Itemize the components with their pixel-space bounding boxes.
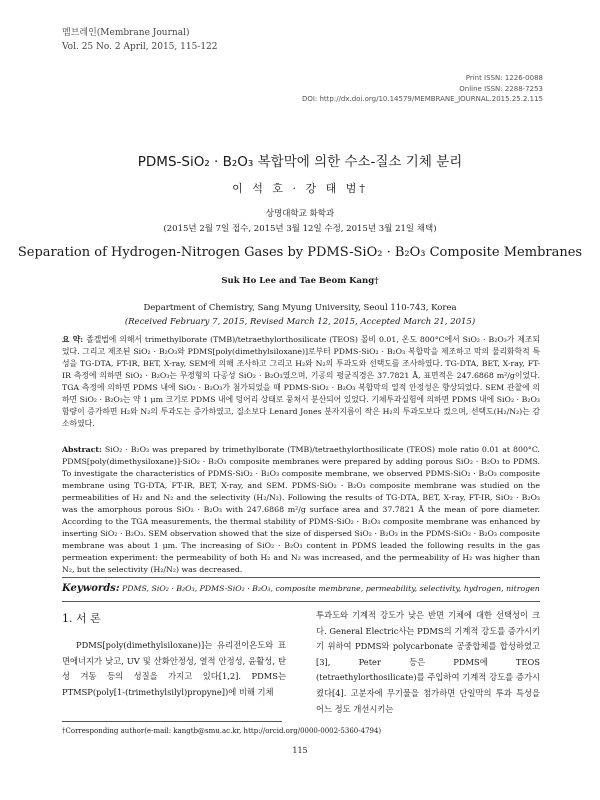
abstract-english [62,444,540,576]
body-column-right: 투과도와 기계적 강도가 낮은 반면 기체에 대한 선택성이 크다. General Electric사는 PDMS의 기계적 강도를 증가시키기 위하여 PDMS와 polycarbonate 공중합체를 합성하였고[3], Peter 등은 PDMS에 TEOS (tetraethylorthosilicate)를 주입하여 기계적 강도를 증가시켰다[4]. 고분자에 무기물을 첨가하면 단일막의 투과 특성을 어느 정도 개선시키는 [316,610,540,714]
affiliation-korean: 상명대학교 화학과 [265,209,335,219]
title-korean: PDMS-SiO₂ · B₂O₃ 복합막에 의한 수소-질소 기체 분리 [137,154,463,170]
footnote: †Corresponding author(e-mail: kangtb@smu.ac.kr, http://orcid.org/0000-0002-5360-4794) [62,727,382,735]
abstract-korean-label: 요 약: [62,335,84,344]
keywords-text: PDMS, SiO₂ · B₂O₃, PDMS-SiO₂ · B₂O₃, composite membrane, permeability, selectivity, hydrogen, nitrogen [122,584,540,593]
abstract-korean-text: 졸겔법에 의해서 trimethylborate (TMB)/tetraethylorthosilicate (TEOS) 몰비 0.01, 온도 800°C에서 SiO₂ · B₂O₃가 제조되었다. 그리고 제조된 SiO₂ · B₂O₃와 PDMS[poly(dimethylsiloxane)]로부터 PDMS-SiO₂ · B₂O₃ 복합막을 제조하고 막의 물리화학적 특성을 TG-DTA, FT-IR, BET, X-ray, SEM에 의해 조사하고 그리고 H₂와 N₂의 투과도와 선택도를 조사하였다. TG-DTA, BET, X-ray, FT-IR 측정에 의하면 SiO₂ · B₂O₃는 무정형의 다공성 SiO₂ · B₂O₃였으며, 기공의 평균직경은 37.7821 Å, 표면적은 247.6868 m²/g이었다. TGA 측정에 의하면 PDMS 내에 SiO₂ · B₂O₃가 첨가되었을 때 PDMS-SiO₂ · B₂O₃ 복합막의 열적 안정성은 향상되었다. SEM 관찰에 의하면 SiO₂ · B₂O₃는 약 1 μm 크기로 PDMS 내에 덩어리 상태로 뭉쳐서 분산되어 있었다. 기체투과실험에 의하면 PDMS 내에 SiO₂ · B₂O₃ 함량이 증가하면 H₂와 N₂의 투과도는 증가하였고, 질소보다 Lenard Jones 분자지름이 작은 H₂의 투과도보다 컸으며, 선택도(H₂/N₂)는 감소하였다. [62,335,541,428]
authors-korean: 이 석 호 · 강 태 범† [232,182,368,195]
received-dates-english: (Received February 7, 2015, Revised March 12, 2015, Accepted March 21, 2015) [124,317,476,327]
doi-link[interactable]: DOI: http://dx.doi.org/10.14579/MEMBRANE_JOURNAL.2015.25.2.115 [301,95,543,103]
page-number: 115 [292,746,308,755]
body-column-left: PDMS[poly(dimethylsiloxane)]는 유리전이온도와 표면에너지가 낮고, UV 및 산화안정성, 열적 안정성, 윤활성, 탄성 겨동 등의 성질을 가지고 있다[1,2]. PDMS는 PTMSP(poly[1-(trimethylsilyl)propyne])에 비해 기체 [62,640,286,697]
abstract-korean [62,334,540,430]
journal-header [62,26,218,54]
received-dates-korean: (2015년 2월 7일 접수, 2015년 3월 12일 수정, 2015년 3월 21일 채택) [163,224,437,234]
section-heading: 1. 서 론 [62,612,101,625]
journal-name: 멤브레인(Membrane Journal) [62,28,190,38]
title-english: Separation of Hydrogen-Nitrogen Gases by PDMS-SiO₂ · B₂O₃ Composite Membranes [17,245,583,260]
abstract-english-text: SiO₂ · B₂O₃ was prepared by trimethylborate (TMB)/tetraethylorthosilicate (TEOS) mole ratio 0.01 at 800°C. PDMS[poly(dimethysiloxane)]-SiO₂ · B₂O₃ composite membranes were prepared by adding porous SiO₂ · B₂O₃ to PDMS. To investigate the characteristics of PDMS-SiO₂ · B₂O₃ composite membrane, we observed PDMS-SiO₂ · B₂O₃ composite membrane using TG-DTA, FT-IR, BET, X-ray, and SEM. PDMS-SiO₂ · B₂O₃ composite membrane was studied on the permeabilities of H₂ and N₂ and the selectivity (H₂/N₂). Following the results of TG-DTA, BET, X-ray, FT-IR, SiO₂ · B₂O₃ was the amorphous porous SiO₂ · B₂O₃ with 247.6868 m²/g surface area and 37.7821 Å the mean of pore diameter. According to the TGA measurements, the thermal stability of PDMS-SiO₂ · B₂O₃ composite membrane was enhanced by inserting SiO₂ · B₂O₃. SEM observation showed that the size of dispersed SiO₂ · B₂O₃ in the PDMS-SiO₂ · B₂O₃ composite membrane was about 1 μm. The increasing of SiO₂ · B₂O₃ content in PDMS leaded the following results in the gas permeation experiment: the permeability of both H₂ and N₂ was increased, and the permeability of H₂ was higher than N₂, but the selectivity (H₂/N₂) was decreased. [62,445,541,574]
footnote-divider [62,721,282,722]
keywords-bottom-divider [62,601,540,602]
volume-info: Vol. 25 No. 2 April, 2015, 115-122 [62,42,218,52]
print-issn: Print ISSN: 1226-0088 [465,74,543,82]
keywords-label: Keywords: [62,583,120,594]
online-issn: Online ISSN: 2288-7253 [459,84,543,93]
authors-english: Suk Ho Lee and Tae Beom Kang† [221,276,379,286]
keywords [62,583,542,594]
keywords-top-divider [62,577,540,578]
affiliation-english: Department of Chemistry, Sang Myung University, Seoul 110-743, Korea [143,303,457,313]
issn-block [302,73,543,105]
abstract-english-label: Abstract: [62,445,102,454]
